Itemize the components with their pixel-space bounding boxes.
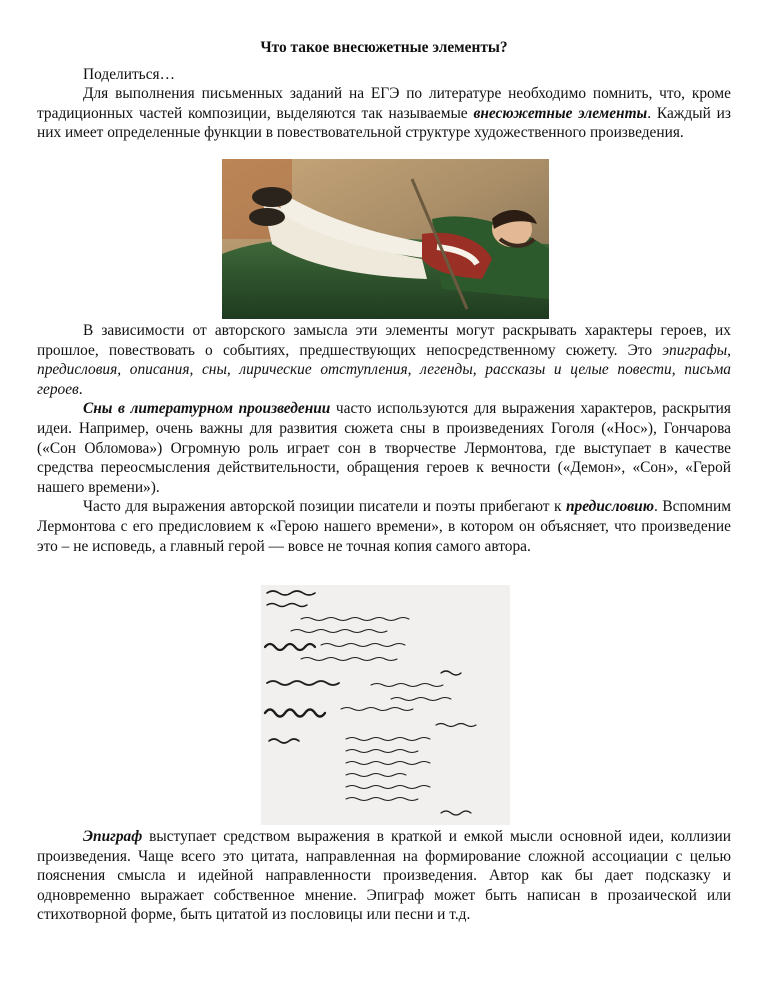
elements-list: эпиграфы, предисловия, описания, сны, лирические отступления, легенды, рассказы и целые повести, письма героев (37, 341, 731, 398)
page-title: Что такое внесюжетные элементы? (260, 39, 508, 56)
document-middle (37, 321, 731, 556)
paragraph-epigraph: Эпиграф выступает средством выражения в краткой и емкой мысли основной идеи, коллизии произведения. Чаще всего это цитата, направленная на формирование сложной ассоциации с целью пояснения смысла и идейной направленности произведения. Автор как бы дает подсказку и одновременно выражает собственное мнение. Эпиграф может быть написан в прозаической или стихотворной форме, быть цитатой из пословицы или песни и т.д. (37, 828, 731, 924)
term-extra-plot-elements: внесюжетные элементы (473, 104, 648, 122)
paragraph-intro: Для выполнения письменных заданий на ЕГЭ по литературе необходимо помнить, что, кроме традиционных частей композиции, выделяются так называемые внесюжетные элементы. Каждый из них имеет определенные функции в повествовательной структуре художественного произведения. (37, 85, 731, 142)
term-epigraph: Эпиграф (83, 828, 143, 845)
term-dreams: Сны в литературном произведении (83, 400, 331, 418)
document-top (37, 38, 731, 143)
share-text: Поделиться… (83, 65, 175, 83)
paragraph-elements: В зависимости от авторского замысла эти элементы могут раскрывать характеры героев, их прошлое, повествовать о событиях, предшествующих непосредственному сюжету. Это эпиграфы, предисловия, описания, сны, лирические отступления, легенды, рассказы и целые повести, письма героев. (37, 322, 731, 398)
paragraph-dreams: Сны в литературном произведении часто используются для выражения характеров, раскрытия идеи. Например, очень важны для развития сюжета сны в произведениях Гоголя («Нос»), Гончарова («Сон Обломова») Огромную роль играет сон в творчестве Лермонтова, где выступает в качестве средства переосмысления действительности, обращения героев к вечности («Демон», «Сон», «Герой нашего времени»). (37, 400, 731, 496)
manuscript-image (261, 585, 510, 825)
paragraph-preface: Часто для выражения авторской позиции писатели и поэты прибегают к предисловию. Вспомним Лермонтова с его предисловием к «Герою нашего времени», в котором он объясняет, что произведение это – не исповедь, а главный герой — вовсе не точная копия самого автора. (37, 498, 731, 555)
term-preface: предисловию (565, 498, 654, 516)
document-bottom (37, 827, 731, 925)
painting-reclining-man-image (222, 159, 549, 319)
